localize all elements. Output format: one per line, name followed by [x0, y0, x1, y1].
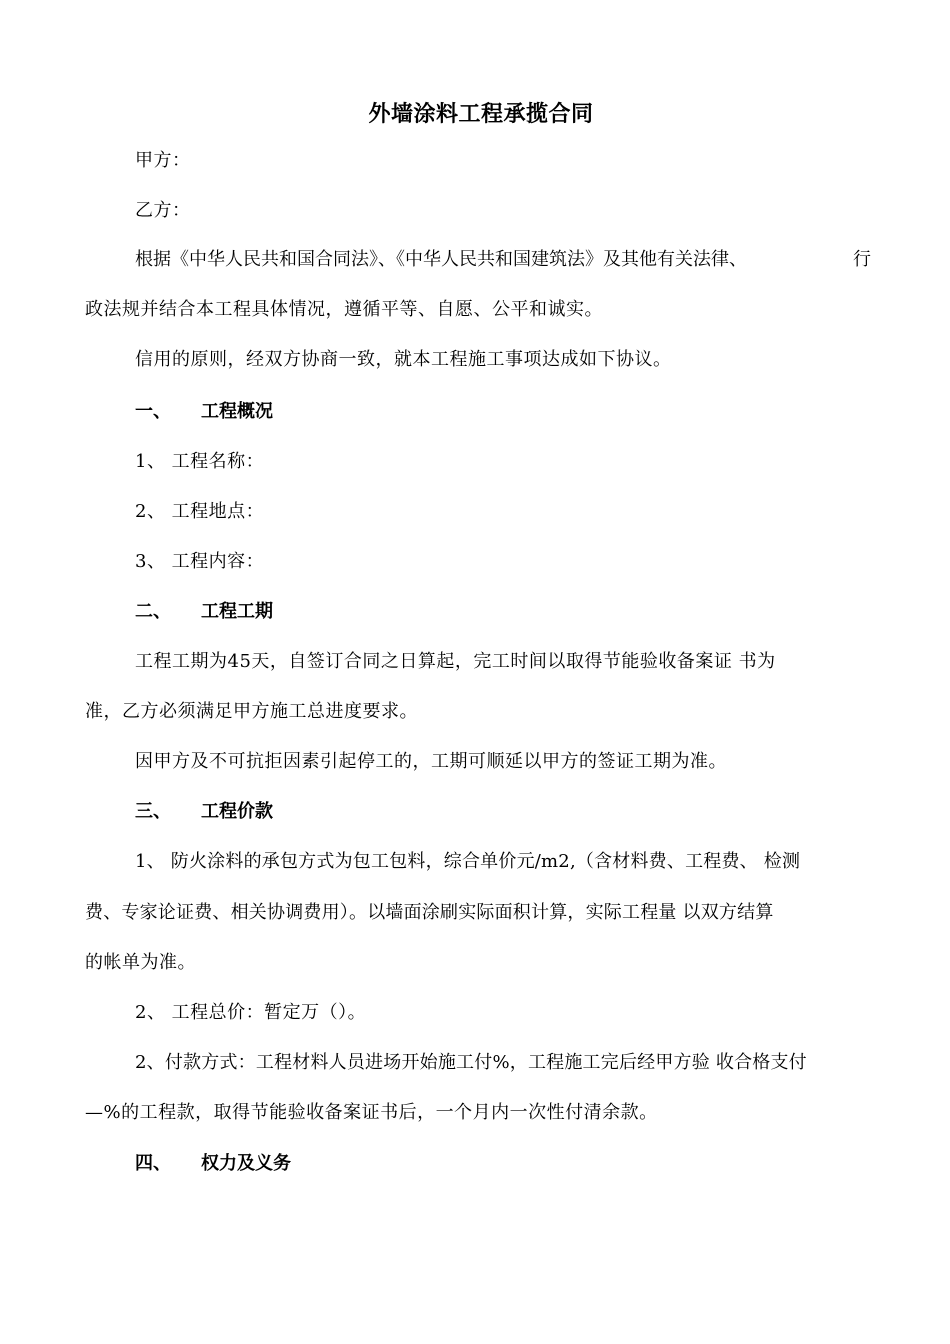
section-3-title: 工程价款: [201, 801, 273, 822]
section-2-title: 工程工期: [201, 601, 273, 622]
project-name-item: 1、 工程名称：: [135, 451, 265, 472]
payment-para-line-1: 2、付款方式：工程材料人员进场开始施工付%，工程施工完后经甲方验 收合格支付: [135, 1052, 807, 1073]
duration-para-line-2: 准，乙方必须满足甲方施工总进度要求。: [85, 701, 418, 722]
section-4-title: 权力及义务: [201, 1153, 291, 1174]
section-3-number: 三、: [135, 801, 171, 822]
duration-para-line-1: 工程工期为45天，自签订合同之日算起，完工时间以取得节能验收备案证 书为: [135, 651, 776, 672]
total-price-para: 2、 工程总价：暂定万（）。: [135, 1002, 367, 1023]
delay-para: 因甲方及不可抗拒因素引起停工的，工期可顺延以甲方的签证工期为准。: [135, 751, 727, 772]
pricing-para-line-2: 费、专家论证费、相关协调费用）。以墙面涂刷实际面积计算，实际工程量 以双方结算: [85, 902, 774, 923]
party-a-label: 甲方：: [135, 150, 191, 171]
intro-line-1: [135, 248, 871, 272]
project-location-item: 2、 工程地点：: [135, 501, 265, 522]
document-title: 外墙涂料工程承揽合同: [368, 102, 594, 127]
section-4-number: 四、: [135, 1153, 171, 1174]
section-4-heading: [135, 1152, 291, 1176]
project-content-item: 3、 工程内容：: [135, 551, 265, 572]
section-1-number: 一、: [135, 401, 171, 422]
party-b-label: 乙方：: [135, 200, 191, 221]
intro-line-1-end: 行: [853, 249, 871, 270]
payment-para-line-2: —%的工程款，取得节能验收备案证书后，一个月内一次性付清余款。: [85, 1102, 658, 1123]
section-1-title: 工程概况: [201, 401, 273, 422]
intro-line-2: 政法规并结合本工程具体情况，遵循平等、自愿、公平和诚实。: [85, 299, 603, 320]
pricing-para-line-1: 1、 防火涂料的承包方式为包工包料，综合单价元/m2,（含材料费、工程费、 检测: [135, 851, 801, 872]
section-2-heading: [135, 600, 273, 624]
section-3-heading: [135, 800, 273, 824]
intro-line-3: 信用的原则，经双方协商一致，就本工程施工事项达成如下协议。: [135, 349, 672, 370]
pricing-para-line-3: 的帐单为准。: [85, 952, 196, 973]
intro-line-1-main: 根据《中华人民共和国合同法》、《中华人民共和国建筑法》及其他有关法律、: [135, 249, 747, 270]
section-1-heading: [135, 400, 273, 424]
section-2-number: 二、: [135, 601, 171, 622]
